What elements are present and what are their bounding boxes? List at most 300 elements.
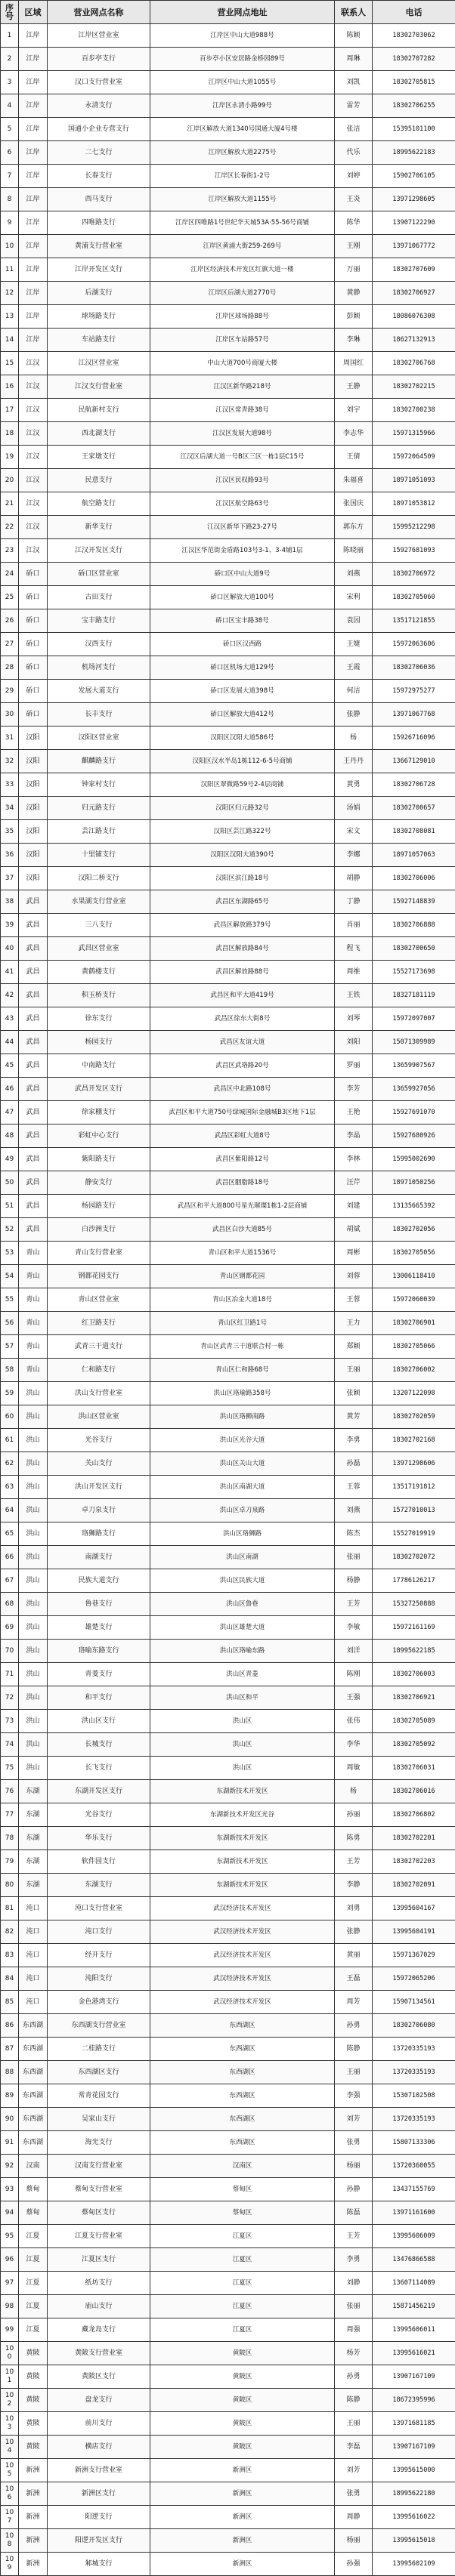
row-region: 汉南	[19, 2155, 48, 2178]
row-address: 汉阳区归元路32号	[150, 797, 335, 820]
table-row	[1, 2201, 455, 2225]
row-phone: 18672395996	[373, 2389, 455, 2412]
row-address: 新洲区	[150, 2506, 335, 2529]
row-phone: 18971053812	[373, 492, 455, 516]
row-contact: 张国庆	[335, 492, 373, 516]
row-branch-name: 彩虹中心支行	[48, 1124, 150, 1148]
row-phone: 15871456219	[373, 2295, 455, 2318]
row-region: 硚口	[19, 703, 48, 727]
row-address: 东西湖区	[150, 2014, 335, 2038]
row-index: 36	[1, 844, 19, 867]
row-contact: 张静	[335, 1920, 373, 1944]
row-address: 洪山区民族大道	[150, 1569, 335, 1593]
row-phone: 15972065206	[373, 1967, 455, 1991]
row-index: 87	[1, 2038, 19, 2061]
row-index: 105	[1, 2459, 19, 2482]
table-row	[1, 188, 455, 211]
row-index: 27	[1, 633, 19, 656]
row-branch-name: 江夏支行营业室	[48, 2225, 150, 2248]
table-row	[1, 1874, 455, 1897]
row-contact: 孙勇	[335, 2365, 373, 2389]
row-address: 汉阳区翠微路59号2-4层商铺	[150, 773, 335, 797]
row-region: 洪山	[19, 1663, 48, 1686]
row-region: 黄陂	[19, 2412, 48, 2436]
row-index: 14	[1, 329, 19, 352]
row-region: 黄陂	[19, 2365, 48, 2389]
row-branch-name: 海光支行	[48, 2131, 150, 2155]
row-contact: 王艳	[335, 1101, 373, 1124]
table-row	[1, 399, 455, 422]
row-contact: 杨丽	[335, 2529, 373, 2553]
row-branch-name: 东湖支行	[48, 1874, 150, 1897]
row-address: 武昌区徐东大街8号	[150, 1007, 335, 1031]
row-region: 汉阳	[19, 820, 48, 844]
row-address: 洪山区珞狮路	[150, 1522, 335, 1546]
row-region: 青山	[19, 1265, 48, 1288]
row-contact: 杨	[335, 727, 373, 750]
row-region: 洪山	[19, 1522, 48, 1546]
row-branch-name: 仁和路支行	[48, 1359, 150, 1382]
row-index: 40	[1, 937, 19, 961]
table-row	[1, 1007, 455, 1031]
row-region: 江岸	[19, 211, 48, 235]
row-phone: 18995622183	[373, 141, 455, 165]
row-phone: 15972063606	[373, 633, 455, 656]
row-index: 49	[1, 1148, 19, 1171]
row-branch-name: 二七支行	[48, 141, 150, 165]
row-address: 青山区和平大道1536号	[150, 1242, 335, 1265]
row-contact: 李晶	[335, 1124, 373, 1148]
row-phone: 18302705815	[373, 71, 455, 94]
table-row	[1, 282, 455, 305]
table-row	[1, 1171, 455, 1195]
row-address: 洪山区青菱	[150, 1663, 335, 1686]
row-contact: 李芳	[335, 1078, 373, 1101]
row-address: 洪山区雄楚大道	[150, 1616, 335, 1640]
table-row	[1, 469, 455, 492]
row-region: 东西湖	[19, 2061, 48, 2084]
row-region: 洪山	[19, 1757, 48, 1780]
row-phone: 18995622185	[373, 1640, 455, 1663]
row-contact: 刘宇	[335, 399, 373, 422]
row-contact: 王蓉	[335, 1288, 373, 1312]
table-row	[1, 2108, 455, 2131]
row-region: 洪山	[19, 1546, 48, 1569]
row-branch-name: 二桂路支行	[48, 2038, 150, 2061]
row-index: 62	[1, 1452, 19, 1476]
row-contact: 周强	[335, 2318, 373, 2342]
row-phone: 18302708081	[373, 820, 455, 844]
row-region: 江岸	[19, 141, 48, 165]
table-row	[1, 914, 455, 937]
row-index: 83	[1, 1944, 19, 1967]
row-branch-name: 常青花园支行	[48, 2084, 150, 2108]
row-region: 江汉	[19, 492, 48, 516]
row-phone: 15071309989	[373, 1031, 455, 1054]
row-branch-name: 钟家村支行	[48, 773, 150, 797]
row-index: 55	[1, 1288, 19, 1312]
row-region: 江岸	[19, 235, 48, 258]
row-branch-name: 三八支行	[48, 914, 150, 937]
row-index: 6	[1, 141, 19, 165]
table-row	[1, 1031, 455, 1054]
table-row	[1, 820, 455, 844]
row-region: 江岸	[19, 329, 48, 352]
row-phone: 18302705056	[373, 1242, 455, 1265]
row-address: 武汉经济技术开发区	[150, 1944, 335, 1967]
row-index: 89	[1, 2084, 19, 2108]
table-row	[1, 961, 455, 984]
row-region: 蔡甸	[19, 2178, 48, 2201]
row-index: 67	[1, 1569, 19, 1593]
row-contact: 张丽	[335, 2295, 373, 2318]
row-index: 100	[1, 2342, 19, 2365]
row-address: 东湖新技术开发区光谷	[150, 1803, 335, 1827]
row-address: 武昌区中北路108号	[150, 1078, 335, 1101]
row-index: 98	[1, 2295, 19, 2318]
row-phone: 18302706255	[373, 94, 455, 118]
row-address: 青山区武青三干道联合村一栋	[150, 1335, 335, 1359]
row-branch-name: 藏龙岛支行	[48, 2318, 150, 2342]
table-row	[1, 586, 455, 609]
row-address: 洪山区珞狮南路	[150, 1405, 335, 1429]
row-index: 78	[1, 1827, 19, 1850]
table-row	[1, 1850, 455, 1874]
table-row	[1, 2389, 455, 2412]
row-phone: 15927681093	[373, 539, 455, 563]
row-address: 新洲区	[150, 2529, 335, 2553]
row-region: 武昌	[19, 1078, 48, 1101]
row-phone: 13720335193	[373, 2061, 455, 2084]
table-row	[1, 539, 455, 563]
row-region: 青山	[19, 1359, 48, 1382]
row-phone: 15972161169	[373, 1616, 455, 1640]
row-address: 武昌区武珞路20号	[150, 1054, 335, 1078]
row-address: 江岸区解放大道2275号	[150, 141, 335, 165]
row-contact: 陈杰	[335, 1522, 373, 1546]
row-phone: 13995615018	[373, 2529, 455, 2553]
row-region: 江汉	[19, 446, 48, 469]
row-address: 硚口区解放大道412号	[150, 703, 335, 727]
row-region: 东西湖	[19, 2108, 48, 2131]
row-region: 东西湖	[19, 2131, 48, 2155]
row-phone: 13907167109	[373, 2436, 455, 2459]
row-branch-name: 航空路支行	[48, 492, 150, 516]
row-address: 百步亭小区安居路金桥园89号	[150, 48, 335, 71]
row-index: 79	[1, 1850, 19, 1874]
row-region: 蔡甸	[19, 2201, 48, 2225]
row-address: 江岸区中山大道1055号	[150, 71, 335, 94]
row-contact: 朱福喜	[335, 469, 373, 492]
row-branch-name: 软件园支行	[48, 1850, 150, 1874]
row-region: 洪山	[19, 1452, 48, 1476]
row-region: 江汉	[19, 375, 48, 399]
row-index: 37	[1, 867, 19, 890]
row-phone: 15727010013	[373, 1499, 455, 1522]
row-index: 50	[1, 1171, 19, 1195]
row-region: 硚口	[19, 563, 48, 586]
row-region: 江汉	[19, 422, 48, 446]
table-row	[1, 2295, 455, 2318]
row-branch-name: 红卫路支行	[48, 1312, 150, 1335]
row-address: 洪山区	[150, 1710, 335, 1733]
row-address: 硚口区机场大道129号	[150, 656, 335, 680]
table-row	[1, 422, 455, 446]
table-row	[1, 492, 455, 516]
row-index: 73	[1, 1710, 19, 1733]
row-phone: 13995604191	[373, 1920, 455, 1944]
row-index: 66	[1, 1546, 19, 1569]
row-region: 黄陂	[19, 2342, 48, 2365]
row-region: 洪山	[19, 1733, 48, 1757]
row-contact: 周琳	[335, 48, 373, 71]
row-contact: 黄静	[335, 282, 373, 305]
row-index: 4	[1, 94, 19, 118]
table-row	[1, 2061, 455, 2084]
row-index: 13	[1, 305, 19, 329]
row-index: 22	[1, 516, 19, 539]
row-index: 57	[1, 1335, 19, 1359]
row-phone: 15926716096	[373, 727, 455, 750]
row-index: 33	[1, 773, 19, 797]
row-branch-name: 球场路支行	[48, 305, 150, 329]
row-phone: 15907134561	[373, 1991, 455, 2014]
row-branch-name: 新华支行	[48, 516, 150, 539]
row-index: 71	[1, 1663, 19, 1686]
row-contact: 王丽	[335, 1359, 373, 1382]
row-contact: 张伟	[335, 1710, 373, 1733]
row-branch-name: 钢都花园支行	[48, 1265, 150, 1288]
row-phone: 15972064509	[373, 446, 455, 469]
row-branch-name: 汉阳区营业室	[48, 727, 150, 750]
row-address: 江夏区	[150, 2318, 335, 2342]
row-index: 47	[1, 1101, 19, 1124]
row-branch-name: 蔡甸区支行	[48, 2201, 150, 2225]
row-contact: 黄芳	[335, 1405, 373, 1429]
row-address: 江岸区四唯路1号世纪华天城53A·55-56号商铺	[150, 211, 335, 235]
row-phone: 18302702056	[373, 1218, 455, 1242]
row-contact: 李琳	[335, 329, 373, 352]
row-index: 59	[1, 1382, 19, 1405]
row-branch-name: 新洲支行营业室	[48, 2459, 150, 2482]
row-region: 江岸	[19, 282, 48, 305]
row-contact: 万丽	[335, 258, 373, 282]
row-contact: 李华	[335, 1733, 373, 1757]
row-index: 72	[1, 1686, 19, 1710]
row-contact: 杨芳	[335, 2342, 373, 2365]
row-index: 90	[1, 2108, 19, 2131]
row-branch-name: 洪山区营业室	[48, 1405, 150, 1429]
row-contact: 陈晓丽	[335, 539, 373, 563]
table-row	[1, 1101, 455, 1124]
row-branch-name: 西北湖支行	[48, 422, 150, 446]
table-row	[1, 2038, 455, 2061]
row-index: 15	[1, 352, 19, 375]
row-index: 93	[1, 2178, 19, 2201]
row-contact: 周彬	[335, 1242, 373, 1265]
row-contact: 王芳	[335, 1850, 373, 1874]
table-row	[1, 2365, 455, 2389]
row-phone: 18302702091	[373, 1874, 455, 1897]
row-address: 武昌区和平大道800号星光璀璨1栋1-2层商铺	[150, 1195, 335, 1218]
row-phone: 13971298606	[373, 1452, 455, 1476]
row-contact: 王力	[335, 1312, 373, 1335]
row-branch-name: 四唯路支行	[48, 211, 150, 235]
row-region: 江夏	[19, 2225, 48, 2248]
row-region: 青山	[19, 1335, 48, 1359]
row-index: 19	[1, 446, 19, 469]
row-address: 江岸区球场路88号	[150, 305, 335, 329]
row-address: 武昌区彩虹大道8号	[150, 1124, 335, 1148]
row-region: 汉阳	[19, 844, 48, 867]
table-body	[1, 24, 455, 2576]
row-address: 东西湖区	[150, 2038, 335, 2061]
row-contact: 张丽	[335, 1546, 373, 1569]
table-row	[1, 1967, 455, 1991]
row-index: 70	[1, 1640, 19, 1663]
col-header-index: 序号	[1, 1, 19, 24]
table-row	[1, 867, 455, 890]
row-phone: 13907122290	[373, 211, 455, 235]
row-index: 25	[1, 586, 19, 609]
row-region: 江汉	[19, 539, 48, 563]
table-row	[1, 1499, 455, 1522]
table-row	[1, 680, 455, 703]
row-phone: 13971298605	[373, 188, 455, 211]
row-address: 江汉区发展大道98号	[150, 422, 335, 446]
table-row	[1, 211, 455, 235]
row-region: 武昌	[19, 1195, 48, 1218]
row-branch-name: 长春支行	[48, 165, 150, 188]
row-phone: 15927691070	[373, 1101, 455, 1124]
table-row	[1, 1218, 455, 1242]
table-row	[1, 118, 455, 141]
row-contact: 李志华	[335, 422, 373, 446]
row-region: 洪山	[19, 1382, 48, 1405]
row-index: 2	[1, 48, 19, 71]
row-address: 洪山区珞瑜路358号	[150, 1382, 335, 1405]
row-region: 武昌	[19, 1031, 48, 1054]
row-contact: 刘凯	[335, 71, 373, 94]
row-phone: 18302705066	[373, 1335, 455, 1359]
row-address: 洪山区光谷大道	[150, 1429, 335, 1452]
row-phone: 13971161600	[373, 2201, 455, 2225]
table-row	[1, 258, 455, 282]
table-row	[1, 1733, 455, 1757]
row-address: 东湖新技术开发区	[150, 1780, 335, 1803]
row-phone: 18302702215	[373, 375, 455, 399]
row-branch-name: 东湖开发区支行	[48, 1780, 150, 1803]
row-branch-name: 汉西支行	[48, 633, 150, 656]
row-phone: 18302702201	[373, 1827, 455, 1850]
table-row	[1, 71, 455, 94]
table-row	[1, 1640, 455, 1663]
row-phone: 18302707609	[373, 258, 455, 282]
row-region: 洪山	[19, 1616, 48, 1640]
row-index: 77	[1, 1803, 19, 1827]
row-contact: 李勇	[335, 1429, 373, 1452]
row-index: 76	[1, 1780, 19, 1803]
row-address: 江岸区经济技术开发区红旗大道一楼	[150, 258, 335, 282]
row-region: 新洲	[19, 2459, 48, 2482]
table-row	[1, 94, 455, 118]
row-region: 沌口	[19, 1944, 48, 1967]
row-branch-name: 百步亭支行	[48, 48, 150, 71]
row-address: 武昌区白沙大道85号	[150, 1218, 335, 1242]
row-contact: 王蓉	[335, 1476, 373, 1499]
row-contact: 王丹丹	[335, 750, 373, 773]
row-address: 武昌区和平大道419号	[150, 984, 335, 1007]
row-phone: 13667129010	[373, 750, 455, 773]
row-phone: 18302706031	[373, 1757, 455, 1780]
row-phone: 13720335193	[373, 2038, 455, 2061]
row-index: 23	[1, 539, 19, 563]
table-row	[1, 2155, 455, 2178]
row-region: 江汉	[19, 516, 48, 539]
table-row	[1, 2553, 455, 2576]
row-phone: 15972097007	[373, 1007, 455, 1031]
row-branch-name: 卓刀泉支行	[48, 1499, 150, 1522]
row-index: 32	[1, 750, 19, 773]
row-phone: 18995622180	[373, 2482, 455, 2506]
row-address: 青山区仁和路68号	[150, 1359, 335, 1382]
row-index: 26	[1, 609, 19, 633]
row-address: 江岸区永清小路99号	[150, 94, 335, 118]
row-contact: 雷芳	[335, 94, 373, 118]
row-phone: 13659907567	[373, 1054, 455, 1078]
row-index: 43	[1, 1007, 19, 1031]
row-branch-name: 徐家棚支行	[48, 1101, 150, 1124]
row-region: 武昌	[19, 1124, 48, 1148]
row-phone: 18302706802	[373, 1803, 455, 1827]
row-contact: 陈华	[335, 211, 373, 235]
row-contact: 王静	[335, 375, 373, 399]
col-header-phone: 电话	[373, 1, 455, 24]
row-contact: 周芳	[335, 1991, 373, 2014]
row-branch-name: 汉口支行营业室	[48, 71, 150, 94]
table-row	[1, 1991, 455, 2014]
row-phone: 18327181119	[373, 984, 455, 1007]
row-address: 汉阳区汉阳大道390号	[150, 844, 335, 867]
row-address: 汉南区	[150, 2155, 335, 2178]
row-phone: 15972975277	[373, 680, 455, 703]
table-row	[1, 1265, 455, 1288]
row-contact: 孙强	[335, 2553, 373, 2576]
row-phone: 18302706003	[373, 1663, 455, 1686]
row-branch-name: 民意支行	[48, 469, 150, 492]
row-index: 95	[1, 2225, 19, 2248]
row-phone: 18302706728	[373, 773, 455, 797]
table-row	[1, 1452, 455, 1476]
row-phone: 13135665392	[373, 1195, 455, 1218]
row-branch-name: 武青三干道支行	[48, 1335, 150, 1359]
row-index: 1	[1, 24, 19, 48]
row-address: 江汉区新华路218号	[150, 375, 335, 399]
row-region: 洪山	[19, 1405, 48, 1429]
col-header-contact: 联系人	[335, 1, 373, 24]
row-region: 武昌	[19, 1148, 48, 1171]
row-address: 东西湖区	[150, 2084, 335, 2108]
row-phone: 15971315966	[373, 422, 455, 446]
row-region: 江岸	[19, 24, 48, 48]
row-index: 63	[1, 1476, 19, 1499]
table-row	[1, 2529, 455, 2553]
table-row	[1, 2225, 455, 2248]
row-index: 58	[1, 1359, 19, 1382]
row-contact: 王磊	[335, 1967, 373, 1991]
row-index: 96	[1, 2248, 19, 2272]
row-region: 硚口	[19, 633, 48, 656]
